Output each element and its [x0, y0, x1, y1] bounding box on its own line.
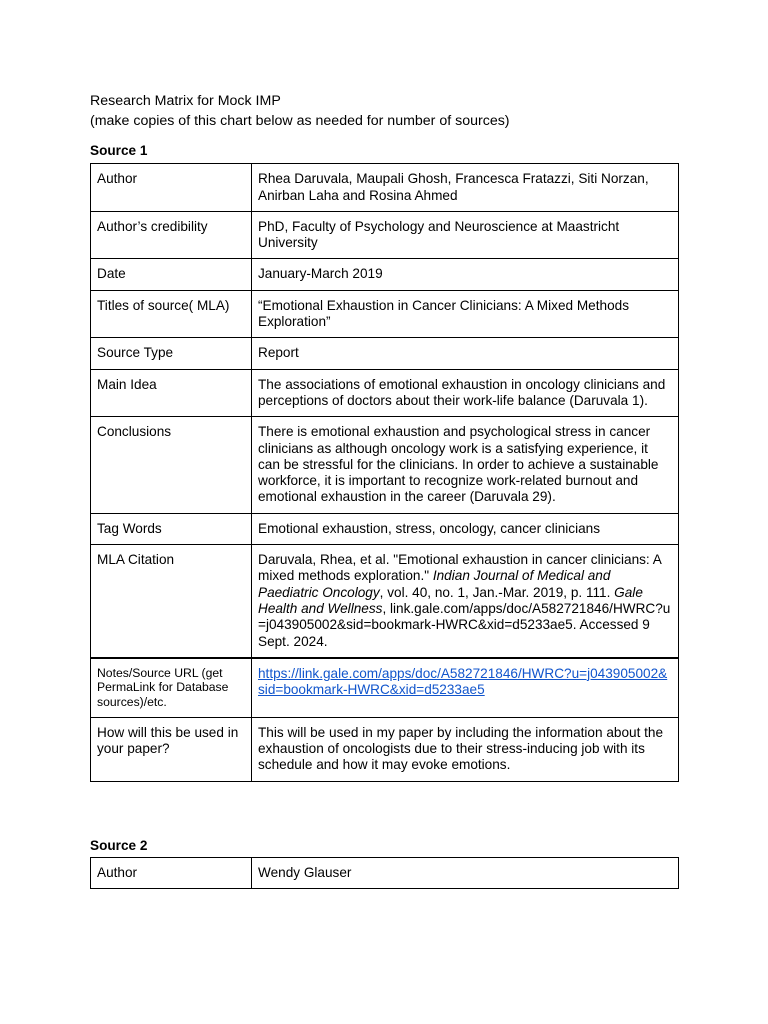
document-title: Research Matrix for Mock IMP	[90, 93, 281, 109]
source-1-table	[90, 163, 679, 781]
table-row-date	[91, 259, 679, 290]
row-value-source-type: Report	[252, 338, 679, 369]
citation-text-part: Daruvala, Rhea, et al. "Emotional exhaustion in cancer clinicians: A mixed methods exploration."	[258, 552, 662, 584]
row-value-conclusions: There is emotional exhaustion and psychological stress in cancer clinicians as although oncology work is a satisfying experience, it can be stressful for the clinicians. In order to achieve a sustainable workforce, it is important to recognize work-related burnout and emotional exhaustion in the career (Daruvala 29).	[252, 417, 679, 513]
table-row-source-type	[91, 338, 679, 369]
table-row-usage	[91, 717, 679, 781]
row-value-tag-words: Emotional exhaustion, stress, oncology, cancer clinicians	[252, 513, 679, 544]
row-value-notes-url	[252, 658, 679, 717]
source-url-link[interactable]: https://link.gale.com/apps/doc/A582721846/HWRC?u=j043905002&sid=bookmark-HWRC&xid=d5233ae5	[258, 665, 668, 698]
citation-text-part: , vol. 40, no. 1, Jan.-Mar. 2019, p. 111.	[379, 584, 615, 600]
row-value-credibility: PhD, Faculty of Psychology and Neuroscience at Maastricht University	[252, 211, 679, 259]
table-row-author	[91, 164, 679, 212]
row-label-mla-citation: MLA Citation	[91, 545, 252, 658]
table-row-conclusions	[91, 417, 679, 513]
row-label-usage: How will this be used in your paper?	[91, 717, 252, 781]
table-row-author	[91, 857, 679, 888]
row-label-credibility: Author’s credibility	[91, 211, 252, 259]
row-value-author: Rhea Daruvala, Maupali Ghosh, Francesca Fratazzi, Siti Norzan, Anirban Laha and Rosina Ahmed	[252, 164, 679, 212]
row-label-author: Author	[91, 857, 252, 888]
document-instruction-note: (make copies of this chart below as needed for number of sources)	[90, 112, 510, 129]
citation-database-title: Gale Health and Wellness	[258, 584, 643, 616]
row-label-author: Author	[91, 164, 252, 212]
citation-link-text: link.gale.com/apps/doc/A582721846/HWRC?u=j043905002&sid=bookmark-HWRC&xid=d5233ae5	[258, 600, 671, 633]
source-2-table	[90, 857, 679, 889]
row-label-source-type: Source Type	[91, 338, 252, 369]
table-row-credibility	[91, 211, 679, 259]
row-value-titles: “Emotional Exhaustion in Cancer Clinicians: A Mixed Methods Exploration”	[252, 290, 679, 338]
row-label-conclusions: Conclusions	[91, 417, 252, 513]
row-value-author: Wendy Glauser	[252, 857, 679, 888]
row-value-usage: This will be used in my paper by including the information about the exhaustion of oncologists due to their stress-inducing job with its schedule and how it may evoke emotions.	[252, 717, 679, 781]
row-value-main-idea: The associations of emotional exhaustion in oncology clinicians and perceptions of doctors about their work-life balance (Daruvala 1).	[252, 369, 679, 417]
row-label-titles: Titles of source( MLA)	[91, 290, 252, 338]
table-row-main-idea	[91, 369, 679, 417]
table-row-mla-citation	[91, 545, 679, 658]
row-label-tag-words: Tag Words	[91, 513, 252, 544]
source-1-heading: Source 1	[90, 143, 148, 158]
row-label-main-idea: Main Idea	[91, 369, 252, 417]
citation-journal-title: Indian Journal of Medical and Paediatric Oncology	[258, 568, 611, 600]
table-row-tag-words	[91, 513, 679, 544]
row-value-date: January-March 2019	[252, 259, 679, 290]
table-row-notes-url	[91, 658, 679, 717]
document-page	[90, 92, 679, 889]
table-row-titles	[91, 290, 679, 338]
citation-accessed-date: . Accessed 9 Sept. 2024.	[258, 617, 650, 649]
row-value-mla-citation	[252, 545, 679, 658]
row-label-date: Date	[91, 259, 252, 290]
citation-text-part: ,	[382, 600, 390, 616]
source-2-heading: Source 2	[90, 837, 148, 853]
row-label-notes-url: Notes/Source URL (get PermaLink for Database sources)/etc.	[91, 658, 252, 717]
